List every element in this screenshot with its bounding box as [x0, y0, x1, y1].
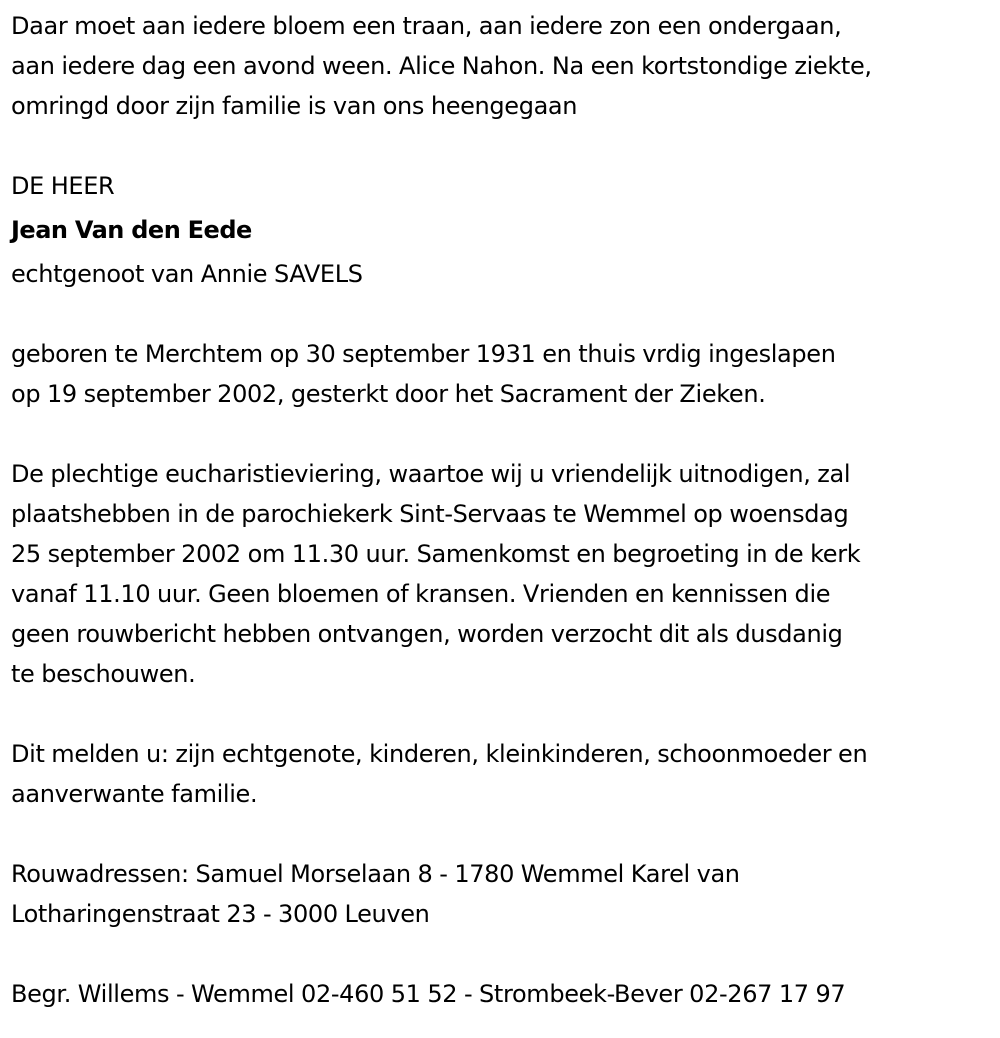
- funeral-home-line: Begr. Willems - Wemmel 02-460 51 52 - Strombeek-Bever 02-267 17 97: [11, 980, 846, 1008]
- announcers-paragraph: [11, 734, 996, 814]
- announcers-line: aanverwante familie.: [11, 780, 258, 808]
- obituary-document: [11, 6, 996, 1014]
- spacer: [11, 694, 996, 734]
- birth-death-line: op 19 september 2002, gesterkt door het Sacrament der Zieken.: [11, 380, 766, 408]
- spacer: [11, 814, 996, 854]
- ceremony-line: 25 september 2002 om 11.30 uur. Samenkomst en begroeting in de kerk: [11, 540, 861, 568]
- person-block: [11, 166, 996, 294]
- addresses-line: Rouwadressen: Samuel Morselaan 8 - 1780 Wemmel Karel van: [11, 860, 740, 888]
- spacer: [11, 294, 996, 334]
- ceremony-line: vanaf 11.10 uur. Geen bloemen of kransen. Vrienden en kennissen die: [11, 580, 831, 608]
- ceremony-line: te beschouwen.: [11, 660, 196, 688]
- spacer: [11, 934, 996, 974]
- intro-line: omringd door zijn familie is van ons heengegaan: [11, 92, 578, 120]
- spacer: [11, 414, 996, 454]
- intro-line: Daar moet aan iedere bloem een traan, aan iedere zon een ondergaan,: [11, 12, 842, 40]
- ceremony-paragraph: [11, 454, 996, 694]
- birth-death-line: geboren te Merchtem op 30 september 1931 en thuis vrdig ingeslapen: [11, 340, 836, 368]
- person-name: Jean Van den Eede: [11, 216, 252, 244]
- person-title: DE HEER: [11, 172, 115, 200]
- ceremony-line: De plechtige eucharistieviering, waartoe wij u vriendelijk uitnodigen, zal: [11, 460, 851, 488]
- person-spouse: echtgenoot van Annie SAVELS: [11, 260, 363, 288]
- intro-line: aan iedere dag een avond ween. Alice Nahon. Na een kortstondige ziekte,: [11, 52, 872, 80]
- funeral-home-paragraph: [11, 974, 996, 1014]
- addresses-paragraph: [11, 854, 996, 934]
- birth-death-paragraph: [11, 334, 996, 414]
- addresses-line: Lotharingenstraat 23 - 3000 Leuven: [11, 900, 430, 928]
- intro-paragraph: [11, 6, 996, 126]
- spacer: [11, 126, 996, 166]
- ceremony-line: geen rouwbericht hebben ontvangen, worden verzocht dit als dusdanig: [11, 620, 843, 648]
- ceremony-line: plaatshebben in de parochiekerk Sint-Servaas te Wemmel op woensdag: [11, 500, 849, 528]
- announcers-line: Dit melden u: zijn echtgenote, kinderen, kleinkinderen, schoonmoeder en: [11, 740, 868, 768]
